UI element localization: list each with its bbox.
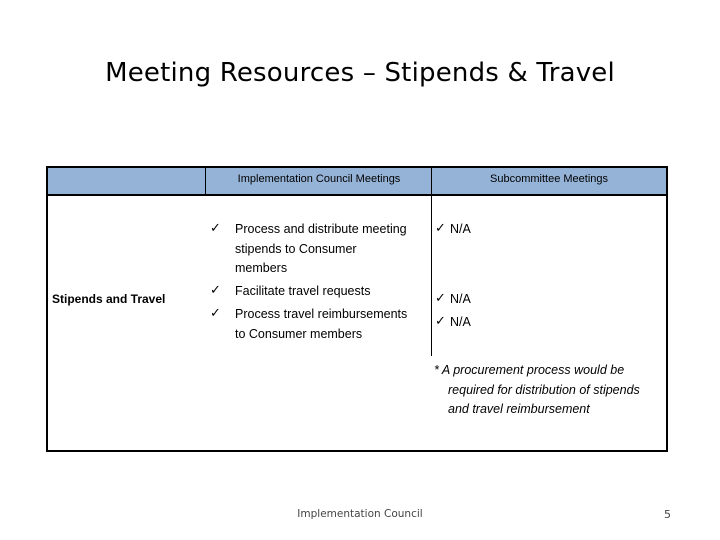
ic-item-text: Process and distribute meeting bbox=[235, 222, 407, 236]
checkmark-icon: ✓ bbox=[210, 305, 221, 320]
column-divider bbox=[205, 168, 206, 194]
sub-item-na: N/A bbox=[450, 315, 471, 329]
sub-item-na: N/A bbox=[450, 292, 471, 306]
note-line: required for distribution of stipends bbox=[448, 382, 640, 397]
column-divider bbox=[431, 168, 432, 356]
checkmark-icon: ✓ bbox=[435, 290, 446, 305]
checkmark-icon: ✓ bbox=[210, 220, 221, 235]
checkmark-icon: ✓ bbox=[210, 282, 221, 297]
row-label-stipends-travel: Stipends and Travel bbox=[52, 292, 166, 306]
ic-item-text: members bbox=[235, 261, 288, 275]
page-number: 5 bbox=[664, 508, 671, 521]
ic-item-process-stipends bbox=[235, 220, 407, 279]
ic-item-text: stipends to Consumer bbox=[235, 241, 357, 256]
header-implementation-council: Implementation Council Meetings bbox=[237, 173, 401, 185]
resources-table bbox=[46, 166, 668, 452]
table-header-row bbox=[48, 168, 666, 196]
header-subcommittee: Subcommittee Meetings bbox=[490, 173, 608, 185]
slide-footer: Implementation Council bbox=[297, 508, 423, 520]
ic-item-text: Process travel reimbursements bbox=[235, 307, 408, 321]
sub-item-na: N/A bbox=[450, 222, 471, 236]
slide-title: Meeting Resources – Stipends & Travel bbox=[105, 58, 615, 88]
ic-item-travel-reimbursements bbox=[235, 305, 407, 344]
checkmark-icon: ✓ bbox=[435, 313, 446, 328]
note-line: * A procurement process would be bbox=[434, 363, 625, 377]
procurement-note bbox=[434, 361, 666, 420]
ic-item-travel-requests bbox=[235, 282, 370, 302]
note-line: and travel reimbursement bbox=[448, 402, 590, 416]
ic-item-text: Facilitate travel requests bbox=[235, 284, 371, 298]
checkmark-icon: ✓ bbox=[435, 220, 446, 235]
ic-item-text: to Consumer members bbox=[235, 326, 363, 341]
